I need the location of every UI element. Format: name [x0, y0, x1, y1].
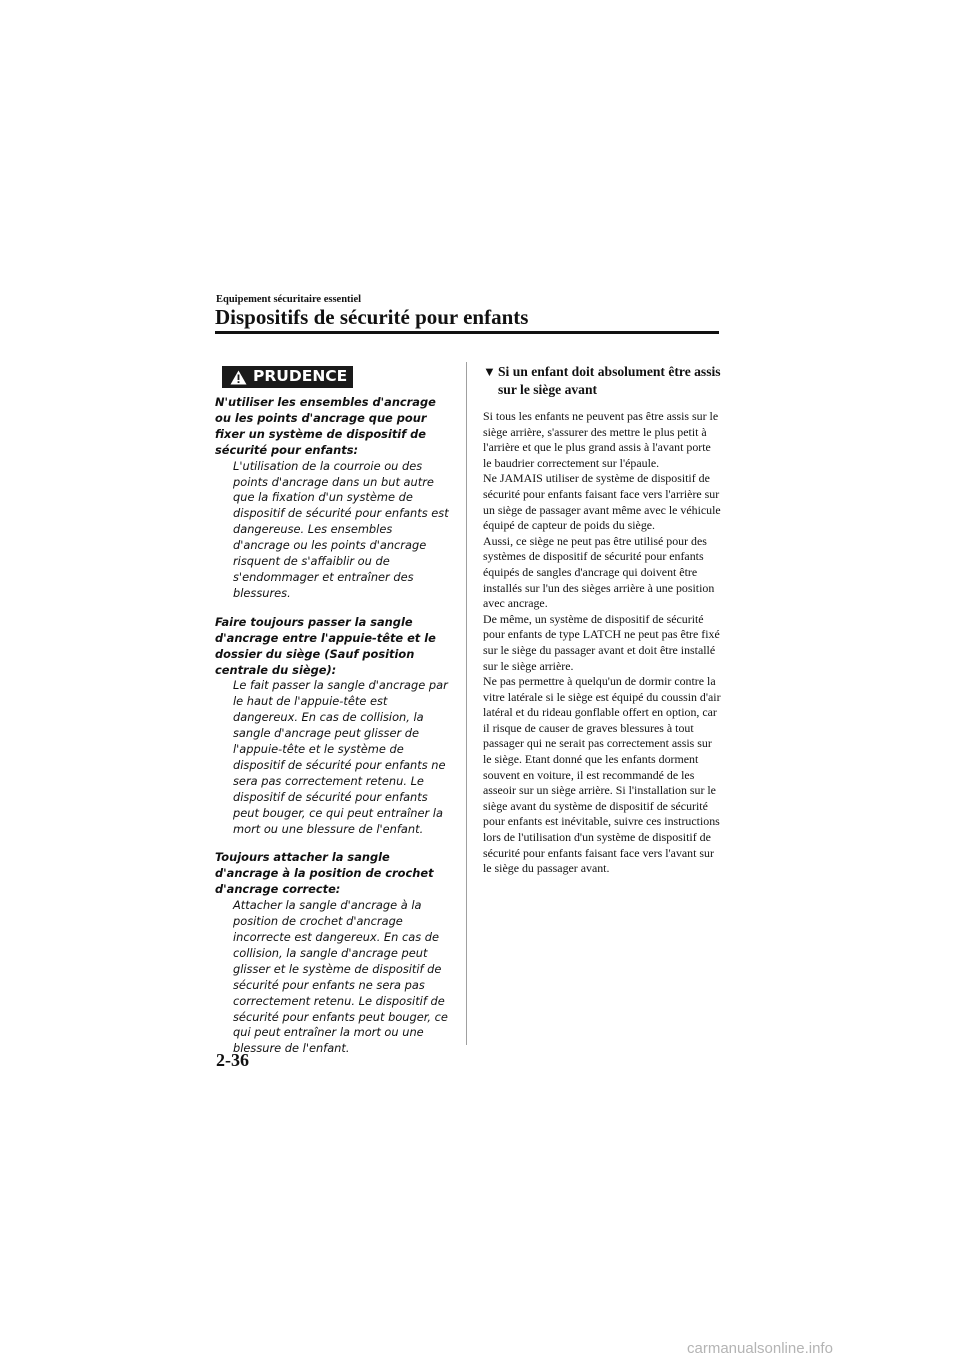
- body-paragraph: Si tous les enfants ne peuvent pas être assis sur le siège arrière, s'assurer des mettre le plus petit à l'arrière et que le plus grand assis à l'avant porte le baudrier correctement sur l'épaule.: [483, 409, 719, 470]
- warning-item: [215, 395, 451, 602]
- warning-box: [215, 366, 451, 1057]
- page-number: 2-36: [216, 1050, 249, 1070]
- warning-item-heading: N'utiliser les ensembles d'ancrage ou les points d'ancrage que pour fixer un système de dispositif de sécurité pour enfants:: [215, 395, 436, 457]
- warning-item-body: Attacher la sangle d'ancrage à la position de crochet d'ancrage incorrecte est dangereux. En cas de collision, la sangle d'ancrage peut glisser et le système de dispositif de sécurité pour enfants ne sera pas correctement retenu. Le dispositif de sécurité pour enfants peut bouger, ce qui peut entraîner la mort ou une blessure de l'enfant.: [233, 898, 448, 1056]
- warning-item-heading: Faire toujours passer la sangle d'ancrage entre l'appuie-tête et le dossier du siège (Sauf position centrale du siège):: [215, 614, 436, 677]
- warning-item-heading: Toujours attacher la sangle d'ancrage à la position de crochet d'ancrage correcte:: [215, 850, 434, 897]
- warning-item: [215, 615, 451, 838]
- section-label: Equipement sécuritaire essentiel: [216, 294, 362, 305]
- body-paragraph: Ne JAMAIS utiliser de système de dispositif de sécurité pour enfants faisant face vers l'arrière sur un siège de passager avant même avec le véhicule équipé de capteur de poids du siège.: [483, 471, 721, 533]
- warning-badge: [222, 366, 353, 388]
- warning-badge-label: PRUDENCE: [253, 367, 348, 386]
- body-paragraph: De même, un système de dispositif de sécurité pour enfants de type LATCH ne peut pas être fixé sur le siège du passager avant et doit être installé sur le siège arrière.: [483, 611, 720, 673]
- warning-triangle-icon: [230, 370, 247, 385]
- triangle-marker-icon: ▼: [483, 364, 496, 379]
- body-paragraph: Aussi, ce siège ne peut pas être utilisé pour des systèmes de dispositif de sécurité pour enfants équipés de sangles d'ancrage qui doivent être installés sur l'un des sièges arrière à une position avec ancrage.: [483, 533, 715, 611]
- watermark: carmanualsonline.info: [687, 1340, 833, 1357]
- warning-item-body: Le fait passer la sangle d'ancrage par le haut de l'appuie-tête est dangereux. En cas de collision, la sangle d'ancrage peut glisser de l'appuie-tête et le système de dispositif de sécurité pour enfants ne sera pas correctement retenu. Le dispositif de sécurité pour enfants peut bouger, ce qui peut entraîner la mort ou une blessure de l'enfant.: [233, 678, 448, 836]
- subsection-heading: [483, 363, 721, 398]
- subsection-heading-text: Si un enfant doit absolument être assis sur le siège avant: [498, 364, 721, 397]
- right-column: [483, 363, 721, 877]
- body-paragraph: Ne pas permettre à quelqu'un de dormir contre la vitre latérale si le siège est équipé du coussin d'air latéral et du rideau gonflable offert en option, car il risque de causer de graves blessures à tout passager qui ne serait pas correctement assis sur le siège. Etant donné que les enfants dorment souvent en voiture, il est recommandé de les asseoir sur un siège arrière. Si l'installation sur le siège avant du système de dispositif de sécurité pour enfants est inévitable, suivre ces instructions lors de l'utilisation d'un système de dispositif de sécurité pour enfants faisant face vers l'avant sur le siège du passager avant.: [483, 674, 721, 876]
- column-divider: [466, 362, 467, 1045]
- warning-item-body: L'utilisation de la courroie ou des points d'ancrage dans un but autre que la fixation d'un système de dispositif de sécurité pour enfants est dangereuse. Les ensembles d'ancrage ou les points d'ancrage risquent de s'affaiblir ou de s'endommager et entraîner des blessures.: [233, 458, 449, 600]
- warning-item: [215, 850, 451, 1057]
- title-rule: [215, 331, 719, 334]
- body-text: [483, 409, 721, 877]
- page-title: Dispositifs de sécurité pour enfants: [215, 305, 529, 329]
